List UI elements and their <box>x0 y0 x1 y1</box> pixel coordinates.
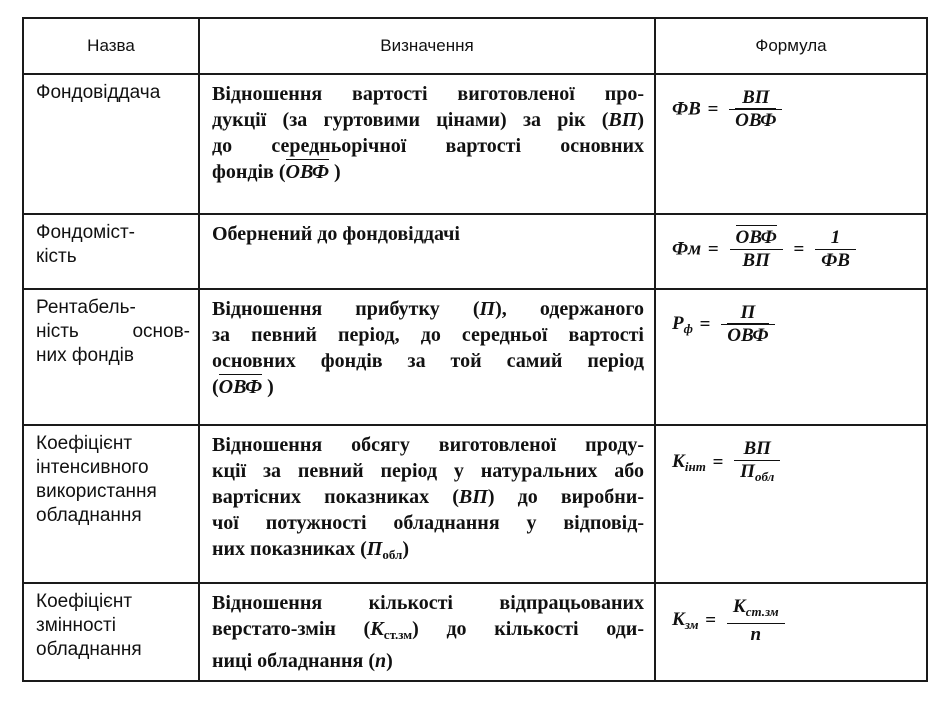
formula-numerator: П <box>721 302 774 325</box>
formula-lhs-subscript: зм <box>684 617 699 632</box>
formula-numerator: ВП <box>729 87 782 110</box>
definition-line: дукції (за гуртовими цінами) за рік (ВП) <box>212 109 644 131</box>
definition-line: кції за певний період у натуральних або <box>212 460 644 482</box>
formula-equals: = <box>712 452 724 473</box>
row-name-cell <box>23 583 199 681</box>
formula-denominator: ОВФ <box>727 325 769 346</box>
row-name-cell <box>23 425 199 583</box>
definition-line: за певний період, до середньої вартості <box>212 324 644 346</box>
row-name-line: обладнання <box>36 505 142 526</box>
row-formula-cell <box>655 214 927 289</box>
formula-lhs: $К_{інт}$ <box>672 451 706 474</box>
row-name-line: кість <box>36 246 77 267</box>
definition-line: вартісних показниках (ВП) до виробни- <box>212 486 644 508</box>
formula-equals: = <box>707 238 719 260</box>
term-vp: ВП <box>458 486 488 508</box>
row-formula-cell <box>655 583 927 681</box>
formula-fraction <box>729 87 782 132</box>
definition-line: верстато-змін $(К_{ст.зм})$ до кількості оди- <box>212 618 644 642</box>
header-row <box>23 18 927 74</box>
row-name-line: Коефіцієнт <box>36 591 133 612</box>
row-name-line: обладнання <box>36 639 142 660</box>
formula-lhs-subscript: ф <box>683 320 693 336</box>
header-name: Назва <box>23 18 199 74</box>
row-name-line: них фондів <box>36 345 134 366</box>
term-vp: ВП <box>608 109 638 131</box>
term-n: n <box>375 650 387 672</box>
table-row <box>23 425 927 583</box>
formula-numerator: $К_{ст.зм}$ <box>727 596 785 624</box>
table-row <box>23 214 927 289</box>
formula-fraction <box>730 227 783 272</box>
row-name-line: Коефіцієнт <box>36 433 133 454</box>
row-definition-cell <box>199 425 655 583</box>
formula-equals: = <box>705 610 717 631</box>
term-p-obl: П <box>366 538 383 560</box>
row-name-line: змінності <box>36 615 116 636</box>
table-row <box>23 289 927 425</box>
row-name-line: Фондовіддача <box>36 82 161 103</box>
formula-fraction <box>734 438 780 488</box>
header-definition: Визначення <box>199 18 655 74</box>
formula-denominator: $П_{обл}$ <box>740 461 775 484</box>
formula-numerator: 1 <box>815 227 856 250</box>
row-definition-cell <box>199 583 655 681</box>
definition-line: ниці обладнання (n) <box>212 650 393 672</box>
definition-line: чої потужності обладнання у відповід- <box>212 512 644 534</box>
definition-line: Обернений до фондовіддачі <box>212 223 460 245</box>
row-name-line: інтенсивного <box>36 457 149 478</box>
definition-line: Відношення прибутку (П), одержаного <box>212 298 644 320</box>
formula-lhs-subscript: інт <box>684 459 706 474</box>
definition-line: Відношення кількості відпрацьованих <box>212 592 644 614</box>
row-name-line: ність основ- <box>36 321 190 342</box>
header-formula: Формула <box>655 18 927 74</box>
formula-numerator: ОВФ <box>730 227 783 250</box>
row-definition-cell <box>199 74 655 214</box>
term-ovf: ОВФ <box>218 376 263 398</box>
formula-fraction <box>721 302 774 347</box>
row-formula-cell <box>655 289 927 425</box>
formula-lhs: Фм <box>672 238 702 260</box>
formula-denominator: ФВ <box>821 250 850 271</box>
definition-line: основних фондів за той самий період <box>212 350 644 372</box>
definition-line: Відношення вартості виготовленої про- <box>212 83 644 105</box>
formula-numerator-subscript: ст.зм <box>745 604 779 619</box>
indicators-table <box>22 17 928 682</box>
row-definition-cell <box>199 214 655 289</box>
formula-denominator: ОВФ <box>735 110 777 131</box>
row-formula-cell <box>655 425 927 583</box>
definition-line: (ОВФ ) <box>212 376 274 398</box>
formula-fraction <box>815 227 856 272</box>
definition-line: них показниках $(П_{обл})$ <box>212 538 409 562</box>
definition-line: фондів (ОВФ ) <box>212 161 341 183</box>
formula-denominator-subscript: обл <box>754 469 775 484</box>
term-ovf: ОВФ <box>285 161 329 183</box>
row-name-cell <box>23 289 199 425</box>
term-p: П <box>479 298 496 320</box>
definition-line: Відношення обсягу виготовленої проду- <box>212 434 644 456</box>
row-name-line: Фондоміст- <box>36 222 135 243</box>
formula-equals: = <box>793 238 805 260</box>
term-k-stzm: К <box>370 618 384 640</box>
row-definition-cell <box>199 289 655 425</box>
formula-denominator: ВП <box>742 250 770 271</box>
definition-line: до середньорічної вартості основних <box>212 135 644 157</box>
row-name-line: Рентабель- <box>36 297 136 318</box>
row-name-line: використання <box>36 481 157 502</box>
formula-denominator: n <box>750 624 762 645</box>
formula-equals: = <box>699 313 711 335</box>
table-row <box>23 583 927 681</box>
row-name-cell <box>23 214 199 289</box>
formula-fraction <box>727 596 785 646</box>
table-row <box>23 74 927 214</box>
formula-lhs: ФВ <box>672 98 701 120</box>
indicators-table-container <box>22 17 926 682</box>
formula-lhs: $Р_ф$ <box>672 312 693 336</box>
formula-equals: = <box>707 98 719 120</box>
row-name-cell <box>23 74 199 214</box>
formula-lhs: $К_{зм}$ <box>672 609 699 632</box>
formula-numerator: ВП <box>734 438 780 461</box>
row-formula-cell <box>655 74 927 214</box>
